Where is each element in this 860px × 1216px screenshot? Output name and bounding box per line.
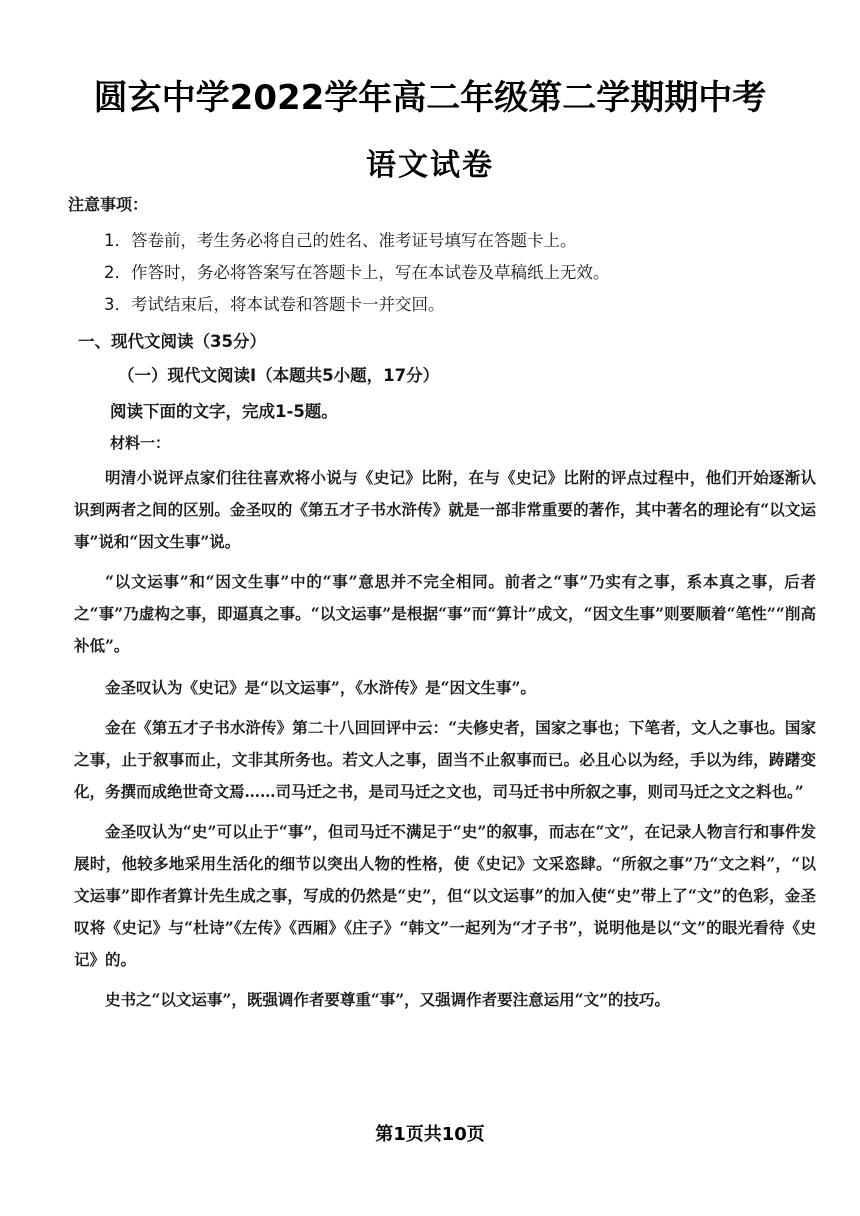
notice-heading: 注意事项： <box>68 195 149 214</box>
notice-list <box>104 225 610 321</box>
passage-paragraph: 金圣叹认为“史”可以止于“事”，但司马迁不满足于“史”的叙事，而志在“文”，在记录人物言行和事件发展时，他较多地采用生活化的细节以突出人物的性格，使《史记》文采恣肆。“所叙之事”乃“文之料”，“以文运事”即作者算计先生成之事，写成的仍然是“史”，但“以文运事”的加入使“史”带上了“文”的色彩，金圣叹将《史记》与“杜诗”《左传》《西厢》《庄子》“韩文”一起列为“才子书”，说明他是以“文”的眼光看待《史记》的。 <box>74 822 816 969</box>
material-label: 材料一： <box>110 434 171 452</box>
passage-paragraph: 金在《第五才子书水浒传》第二十八回回评中云：“夫修史者，国家之事也；下笔者，文人之事也。国家之事，止于叙事而止，文非其所务也。若文人之事，固当不止叙事而已。必且心以为经，手以为纬，踌躇变化，务撰而成绝世奇文焉……司马迁之书，是司马迁之文也，司马迁书中所叙之事，则司马迁之文之料也。” <box>74 718 816 801</box>
section-heading: 一、现代文阅读（35分） <box>78 332 266 351</box>
subsection-heading: （一）现代文阅读Ⅰ（本题共5小题，17分） <box>118 366 440 385</box>
passage-body <box>74 462 816 1024</box>
passage-paragraph: “以文运事”和“因文生事”中的“事”意思并不完全相同。前者之“事”乃实有之事，系本真之事，后者之“事”乃虚构之事，即逼真之事。“以文运事”是根据“事”而“算计”成文，“因文生事”则要顺着“笔性”“削高补低”。 <box>74 572 816 655</box>
page-number: 第1页共10页 <box>375 1124 485 1145</box>
notice-item: 3．考试结束后，将本试卷和答题卡一并交回。 <box>104 295 445 314</box>
notice-item: 2．作答时，务必将答案写在答题卡上，写在本试卷及草稿纸上无效。 <box>104 263 610 282</box>
notice-item: 1．答卷前，考生务必将自己的姓名、准考证号填写在答题卡上。 <box>104 231 577 250</box>
exam-title: 圆玄中学2022学年高二年级第二学期期中考 <box>93 78 767 118</box>
passage-paragraph: 金圣叹认为《史记》是“以文运事”，《水浒传》是“因文生事”。 <box>105 678 536 697</box>
exam-subtitle: 语文试卷 <box>366 148 494 183</box>
reading-instruction: 阅读下面的文字，完成1-5题。 <box>110 402 338 421</box>
passage-paragraph: 史书之“以文运事”，既强调作者要尊重“事”，又强调作者要注意运用“文”的技巧。 <box>105 990 670 1009</box>
passage-paragraph: 明清小说评点家们往往喜欢将小说与《史记》比附，在与《史记》比附的评点过程中，他们开始逐渐认识到两者之间的区别。金圣叹的《第五才子书水浒传》就是一部非常重要的著作，其中著名的理论有“以文运事”说和“因文生事”说。 <box>74 468 816 551</box>
